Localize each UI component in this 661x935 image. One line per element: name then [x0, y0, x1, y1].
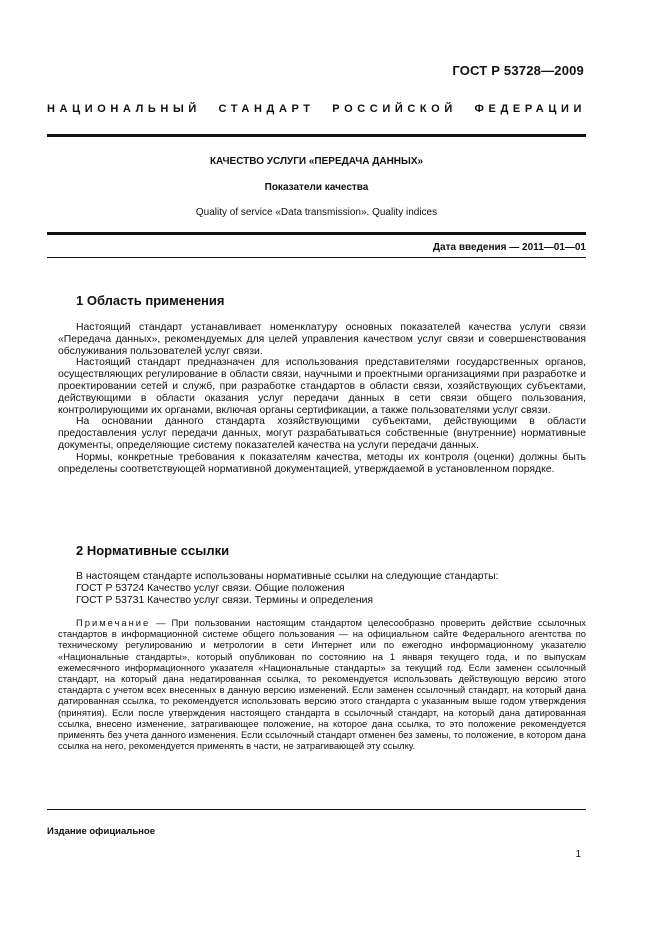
- document-subtitle: Показатели качества: [264, 182, 369, 193]
- note-paragraph: [58, 617, 586, 751]
- document-title: КАЧЕСТВО УСЛУГИ «ПЕРЕДАЧА ДАННЫХ»: [209, 156, 424, 167]
- paragraph: На основании данного стандарта хозяйствующими субъектами, действующими в области предоставления услуг передачи данных, могут разрабатываться собственные (внутренние) нормативные документы, определяющие систему показателей качества на услуги передачи данных.: [58, 416, 586, 451]
- paragraph: Нормы, конкретные требования к показателям качества, методы их контроля (оценки) должны быть определены соответствующей нормативной документацией, утверждаемой в установленном порядке.: [58, 451, 586, 475]
- reference-item: ГОСТ Р 53724 Качество услуг связи. Общие положения: [76, 582, 345, 594]
- english-title: Quality of service «Data transmission». Quality indices: [195, 207, 438, 218]
- paragraph: Настоящий стандарт устанавливает номенклатуру основных показателей качества услуги связи «Передача данных», рекомендуемых для целей управления качеством услуг связи и совершенствования обслуживания пользователей услуг связи.: [58, 322, 586, 357]
- references-intro: В настоящем стандарте использованы нормативные ссылки на следующие стандарты:: [76, 571, 499, 582]
- reference-item: ГОСТ Р 53731 Качество услуг связи. Термины и определения: [76, 594, 374, 606]
- introduction-date: Дата введения — 2011—01—01: [432, 242, 586, 253]
- section-1-heading: 1 Область применения: [76, 293, 225, 308]
- references-list: [76, 571, 498, 606]
- note-text: — При пользовании настоящим стандартом целесообразно проверить действие ссылочных стандартов в информационной системе общего пользования — на официальном сайте Федерального агентства по техническому регулированию и метрологии в сети Интернет или по ежегодно информационному указателю «Национальные стандарты», который опубликован по состоянию на 1 января текущего года, и по выпускам ежемесячного информационного указателя «Национальные стандарты» за текущий год. Если заменен ссылочный стандарт, на который дана недатированная ссылка, то рекомендуется использовать действующую версию этого стандарта с учетом всех внесенных в данную версию изменений. Если заменен ссылочный стандарт, на который дана датированная ссылка, то рекомендуется использовать версию этого стандарта с указанным выше годом утверждения (принятия). Если после утверждения настоящего стандарта в ссылочный стандарт, на который дана датированная ссылка, внесено изменение, затрагивающее положение, на которое дана ссылка, то это положение рекомендуется применять без учета данного изменения. Если ссылочный стандарт отменен без замены, то положение, в котором дана ссылка на него, рекомендуется применять в части, не затрагивающей эту ссылку.: [58, 617, 586, 752]
- section-1-body: [58, 322, 586, 475]
- section-2-heading: 2 Нормативные ссылки: [76, 543, 230, 558]
- top-divider: [47, 134, 586, 137]
- footer-divider: [47, 809, 586, 810]
- paragraph: Настоящий стандарт предназначен для использования представителями государственных органов, осуществляющих регулирование в области связи, научными и проектными организациями при разработке и проектировании сетей и служб, при разработке стандартов в области связи, хозяйствующих субъектами, действующими в области оказания услуг передачи данных в сети связи общего пользования, контролирующими их органами, включая органы сертификации, а также пользователями услуг связи.: [58, 357, 586, 416]
- note-block: [58, 617, 586, 751]
- note-label: Примечание: [76, 617, 151, 628]
- document-code: ГОСТ Р 53728—2009: [452, 63, 584, 78]
- date-divider: [47, 257, 586, 258]
- title-divider: [47, 232, 586, 235]
- national-standard-banner: НАЦИОНАЛЬНЫЙ СТАНДАРТ РОССИЙСКОЙ ФЕДЕРАЦИИ: [47, 103, 586, 115]
- official-edition-label: Издание официальное: [47, 826, 155, 837]
- page-number: 1: [575, 849, 581, 860]
